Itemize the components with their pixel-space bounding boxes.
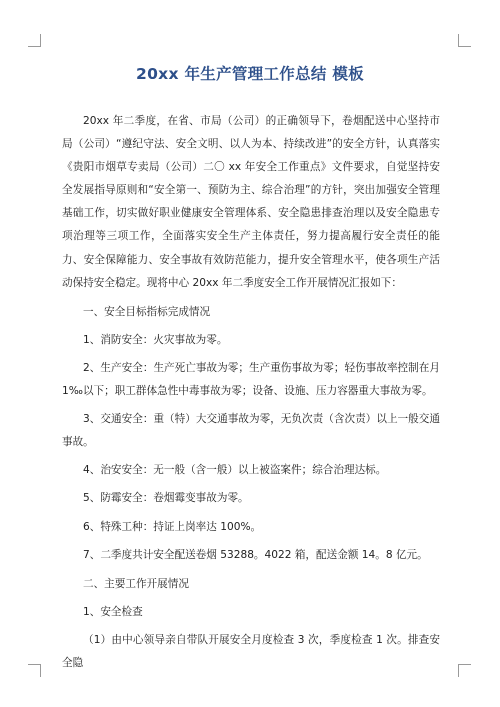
subsection-heading-inspection: 1、安全检查 xyxy=(83,605,143,618)
target-item-special-work: 6、特殊工种：持证上岗率达 100%。 xyxy=(83,520,262,533)
inspection-paragraph: （1）由中心领导亲自带队开展安全月度检查 3 次，季度检查 1 次。排查安全隐 xyxy=(62,633,440,669)
section-heading-work: 二、主要工作开展情况 xyxy=(83,577,189,590)
intro-paragraph: 20xx 年二季度，在省、市局（公司）的正确领导下，卷烟配送中心坚持市局（公司）“遵纪守法、安全文明、以人为本、持续改进”的安全方针，认真落实《贵阳市烟草专卖局（公司）二〇 xx 年安全工作重点》文件要求，自觉坚持安全发展指导原则和“安全第一、预防为主、综合治理”的方针，突出加强安全管理基础工作，切实做好职业健康安全管理体系、安全隐患排查治理以及安全隐患专项治理等三项工作，全面落实安全生产主体责任，努力提高履行安全责任的能力、安全保障能力、安全事故有效防范能力，提升安全管理水平，使各项生产活动保持安全稳定。现将中心 20xx 年二季度安全工作开展情况汇报如下： xyxy=(62,115,440,289)
document-body xyxy=(62,110,440,675)
target-item-security: 4、治安安全：无一般（含一般）以上被盗案件；综合治理达标。 xyxy=(83,464,387,477)
target-item-delivery: 7、二季度共计安全配送卷烟 53288。4022 箱，配送金额 14。8 亿元。 xyxy=(83,548,428,561)
crop-mark-bottom-left xyxy=(28,664,41,677)
target-item-fire: 1、消防安全：火灾事故为零。 xyxy=(83,333,228,346)
crop-mark-top-left xyxy=(28,34,41,47)
target-item-traffic: 3、交通安全：重（特）大交通事故为零，无负次责（含次责）以上一般交通事故。 xyxy=(62,413,440,449)
document-title: 20xx 年生产管理工作总结 模板 xyxy=(136,65,364,83)
target-item-production: 2、生产安全：生产死亡事故为零；生产重伤事故为零；轻伤事故率控制在月 1‰以下；职工群体急性中毒事故为零；设备、设施、压力容器重大事故为零。 xyxy=(62,361,440,398)
section-heading-targets: 一、安全目标指标完成情况 xyxy=(83,305,211,318)
crop-mark-bottom-right xyxy=(458,664,471,677)
crop-mark-top-right xyxy=(458,34,471,47)
target-item-mildew: 5、防霉安全：卷烟霉变事故为零。 xyxy=(83,492,249,505)
